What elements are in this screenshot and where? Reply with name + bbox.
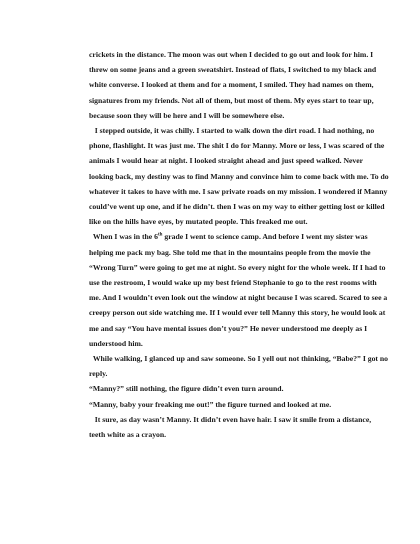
paragraph-not-manny: It sure, as day wasn’t Manny. It didn’t even have hair. I saw it smile from a distance, teeth white as a crayon.	[89, 414, 374, 440]
paragraph-science-camp	[89, 229, 389, 351]
science-camp-text-after: grade I went to science camp. And before I went my sister was helping me pack my bag. She told me that in the mountains people from the movie the “Wrong Turn” were going to get me at night. So every night for the whole week. If I had to use the restroom, I would wake up my best friend Stephanie to go to the rest rooms with me. And I wouldn’t even look out the window at night because I was scared. Scared to see a creepy person out side watching me. If I would ever tell Manny this story, he would look at me and say “You have mental issues don’t you?” He never understood me deeply as I understood him.	[89, 232, 390, 348]
science-camp-text-before: When I was in the 6	[89, 232, 158, 242]
paragraph-stepped-outside: I stepped outside, it was chilly. I started to walk down the dirt road. I had nothing, no phone, flashlight. It was just me. The shit I do for Manny. More or less, I was scared of the animals I would hear at night. I looked straight ahead and just speed walked. Never looking back, my destiny was to find Manny and convince him to come back with me. To do whatever it takes to have with me. I saw private roads on my mission. I wondered if Manny could’ve went up one, and if he didn’t. then I was on my way to either getting lost or killed like on the hills have eyes, by mutated people. This freaked me out.	[89, 126, 391, 227]
story-text	[89, 47, 389, 442]
paragraph-glanced-up: While walking, I glanced up and saw someone. So I yell out not thinking, “Babe?” I got no reply.	[89, 354, 390, 379]
paragraph-manny-no-reply: “Manny?” still nothing, the figure didn’t even turn around.	[89, 384, 284, 394]
paragraph-freaking-out: “Manny, baby your freaking me out!” the figure turned and looked at me.	[89, 399, 332, 409]
ordinal-superscript: th	[158, 232, 163, 238]
paragraph-crickets: crickets in the distance. The moon was out when I decided to go out and look for him. I threw on some jeans and a green sweatshirt. Instead of flats, I switched to my black and white converse. I looked at them and for a moment, I smiled. They had names on them, signatures from my friends. Not all of them, but most of them. My eyes start to tear up, because soon they will be here and I will be somewhere else.	[89, 50, 377, 120]
